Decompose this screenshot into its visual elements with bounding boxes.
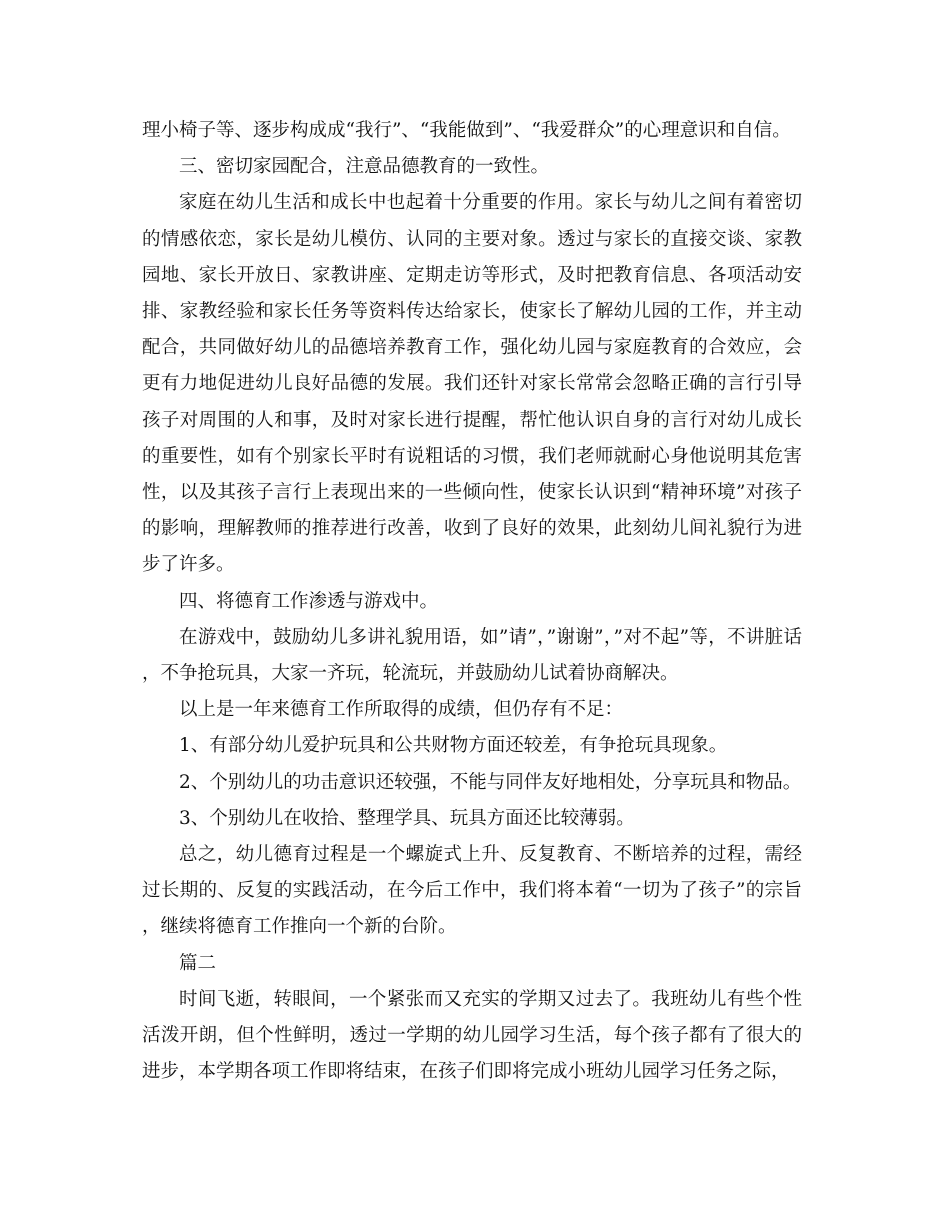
paragraph-shortcomings-intro: 以上是一年来德育工作所取得的成绩，但仍存有不足： — [179, 699, 624, 721]
paragraph-games: 在游戏中，鼓励幼儿多讲礼貌用语，如”请”，”谢谢”，”对不起”等，不讲脏话，不争抢玩具，大家一齐玩，轮流玩，并鼓励幼儿试着协商解决。 — [142, 626, 802, 685]
list-item-3: 3、个别幼儿在收拾、整理学具、玩具方面还比较薄弱。 — [179, 807, 635, 829]
list-item-1: 1、有部分幼儿爱护玩具和公共财物方面还较差，有争抢玩具现象。 — [179, 735, 728, 757]
paragraph-family-role: 家庭在幼儿生活和成长中也起着十分重要的作用。家长与幼儿之间有着密切的情感依恋，家长是幼儿模仿、认同的主要对象。透过与家长的直接交谈、家教园地、家长开放日、家教讲座、定期走访等形式，及时把教育信息、各项活动安排、家教经验和家长任务等资料传达给家长，使家长了解幼儿园的工作，并主动配合，共同做好幼儿的品德培养教育工作，强化幼儿园与家庭教育的合效应，会更有力地促进幼儿良好品德的发展。我们还针对家长常常会忽略正确的言行引导孩子对周围的人和事，及时对家长进行提醒，帮忙他认识自身的言行对幼儿成长的重要性，如有个别家长平时有说粗话的习惯，我们老师就耐心身他说明其危害性，以及其孩子言行上表现出来的一些倾向性，使家长认识到“精神环境”对孩子的影响，理解教师的推荐进行改善，收到了良好的效果，此刻幼儿间礼貌行为进步了许多。 — [142, 192, 802, 576]
list-item-2: 2、个别幼儿的功击意识还较强，不能与同伴友好地相处，分享玩具和物品。 — [179, 771, 802, 793]
paragraph-self-confidence: 理小椅子等、逐步构成成“我行”、“我能做到”、“我爱群众”的心理意识和自信。 — [142, 120, 791, 141]
paragraph-conclusion: 总之，幼儿德育过程是一个螺旋式上升、反复教育、不断培养的过程，需经过长期的、反复的实践活动，在今后工作中，我们将本着“一切为了孩子”的宗旨，继续将德育工作推向一个新的台阶。 — [142, 844, 802, 938]
section-heading-home-school: 三、密切家园配合，注意品德教育的一致性。 — [179, 156, 550, 178]
paragraph-part-two-intro: 时间飞逝，转眼间，一个紧张而又充实的学期又过去了。我班幼儿有些个性活泼开朗，但个性鲜明，透过一学期的幼儿园学习生活，每个孩子都有了很大的进步，本学期各项工作即将结束，在孩子们即将完成小班幼儿园学习任务之际， — [142, 988, 802, 1083]
document-body — [142, 113, 802, 1090]
section-heading-games: 四、将德育工作渗透与游戏中。 — [179, 590, 439, 612]
section-heading-part-two: 篇二 — [179, 952, 217, 974]
